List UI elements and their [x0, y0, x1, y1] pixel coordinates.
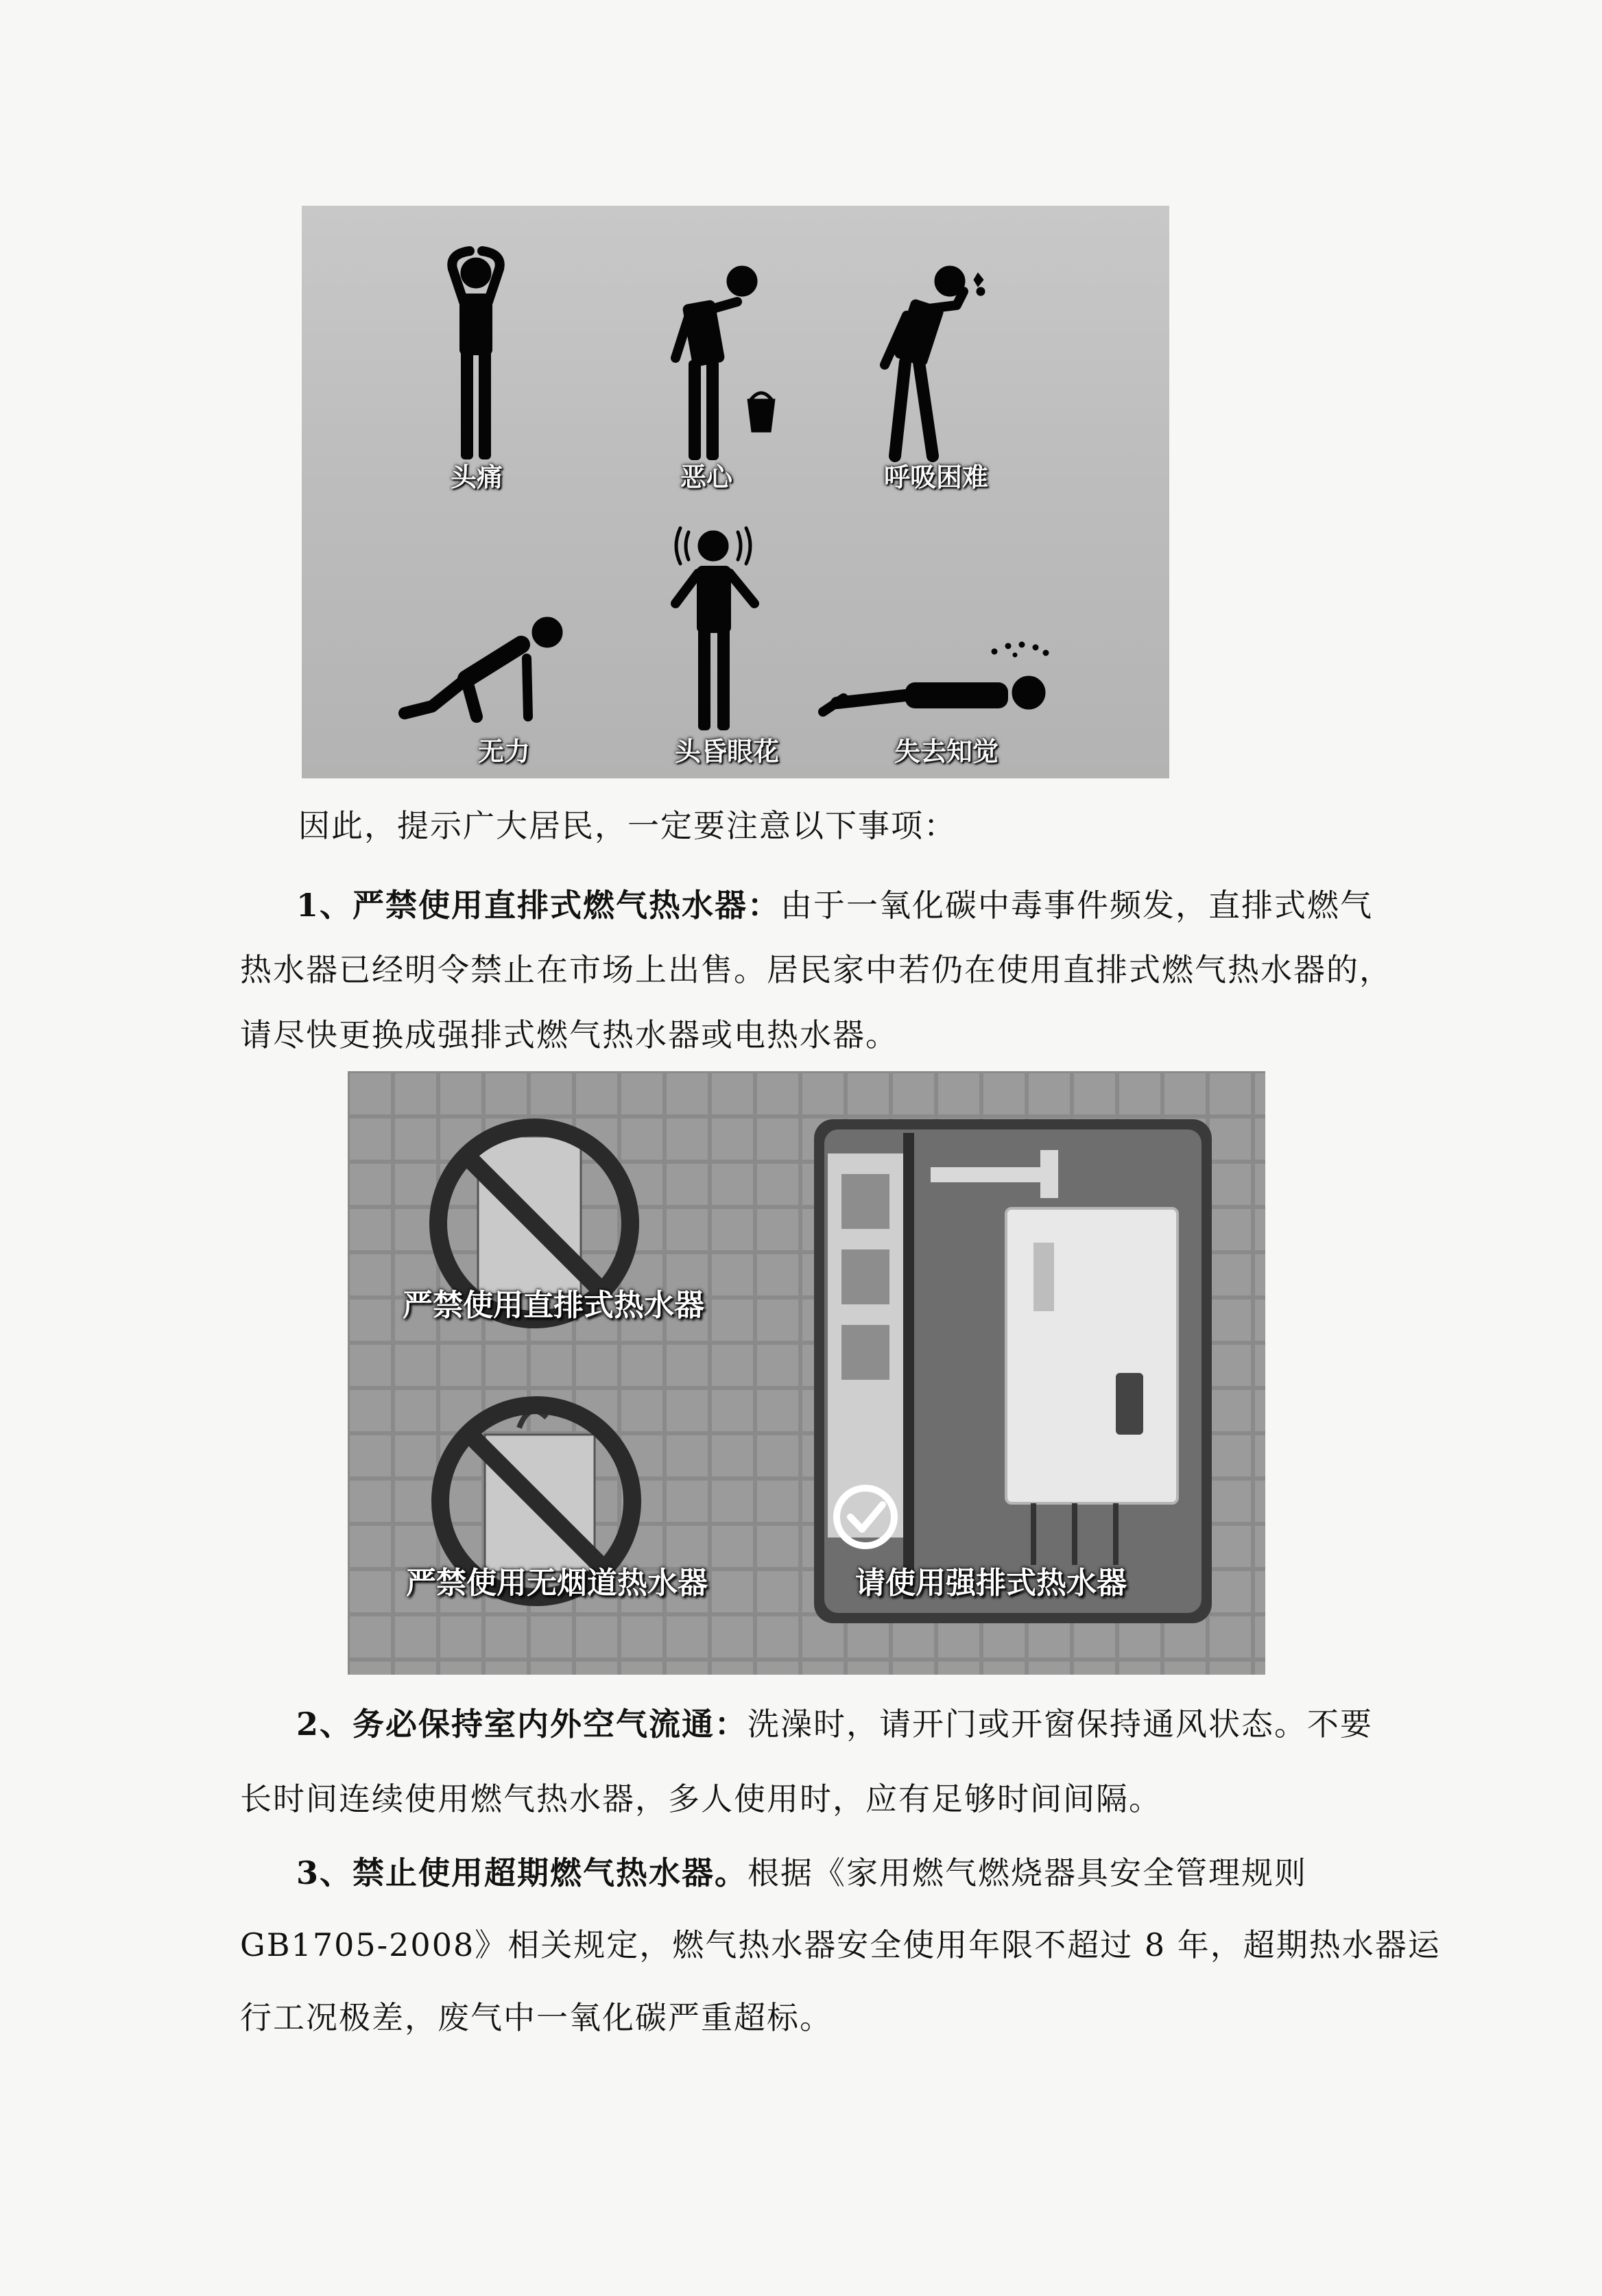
item3-line1	[296, 1848, 1435, 1893]
symptom-label-nausea: 恶心	[680, 462, 732, 492]
weakness-figure-icon	[405, 617, 562, 717]
symptom-label-breathing: 呼吸困难	[883, 462, 988, 492]
dizzy-figure-icon	[676, 528, 754, 730]
item1-heading: 1、严禁使用直排式燃气热水器：	[296, 887, 781, 924]
item2-line1-rest: 洗澡时，请开门或开窗保持通风状态。不要	[748, 1706, 1374, 1743]
warning-label-flueless: 严禁使用无烟道热水器	[406, 1566, 708, 1601]
symptom-label-dizzy: 头昏眼花	[674, 737, 779, 767]
headache-figure-icon	[452, 251, 499, 459]
nausea-figure-icon	[676, 266, 775, 460]
item3-line3: 行工况极差，废气中一氧化碳严重超标。	[240, 1999, 833, 2036]
item1-line2: 热水器已经明令禁止在市场上出售。居民家中若仍在使用直排式燃气热水器的，	[240, 951, 1392, 988]
heaters-figure	[348, 1071, 1265, 1675]
intro-line: 因此，提示广大居民，一定要注意以下事项：	[298, 807, 957, 844]
symptoms-figure	[302, 206, 1169, 778]
recommended-heater-panel	[814, 1119, 1212, 1623]
item1-line1-rest: 由于一氧化碳中毒事件频发，直排式燃气	[780, 887, 1374, 924]
item2-line2: 长时间连续使用燃气热水器，多人使用时，应有足够时间间隔。	[240, 1780, 1162, 1817]
item3-line2: GB1705-2008》相关规定，燃气热水器安全使用年限不超过 8 年，超期热水器运	[240, 1926, 1441, 1963]
breathing-difficulty-figure-icon	[885, 266, 985, 456]
item3-line1-rest: 根据《家用燃气燃烧器具安全管理规则	[748, 1854, 1308, 1891]
item2-line1	[296, 1699, 1435, 1745]
recommend-label: 请使用强排式热水器	[855, 1566, 1127, 1601]
symptom-label-unconscious: 失去知觉	[894, 737, 999, 767]
symptom-label-headache: 头痛	[450, 462, 503, 492]
item1-line1	[296, 881, 1435, 926]
item1-line3: 请尽快更换成强排式燃气热水器或电热水器。	[240, 1016, 898, 1053]
item2-heading: 2、务必保持室内外空气流通：	[296, 1706, 748, 1743]
unconscious-figure-icon	[823, 642, 1049, 712]
symptom-label-weakness: 无力	[477, 737, 530, 767]
item3-heading: 3、禁止使用超期燃气热水器。	[296, 1854, 748, 1891]
warning-label-direct: 严禁使用直排式热水器	[403, 1288, 704, 1323]
